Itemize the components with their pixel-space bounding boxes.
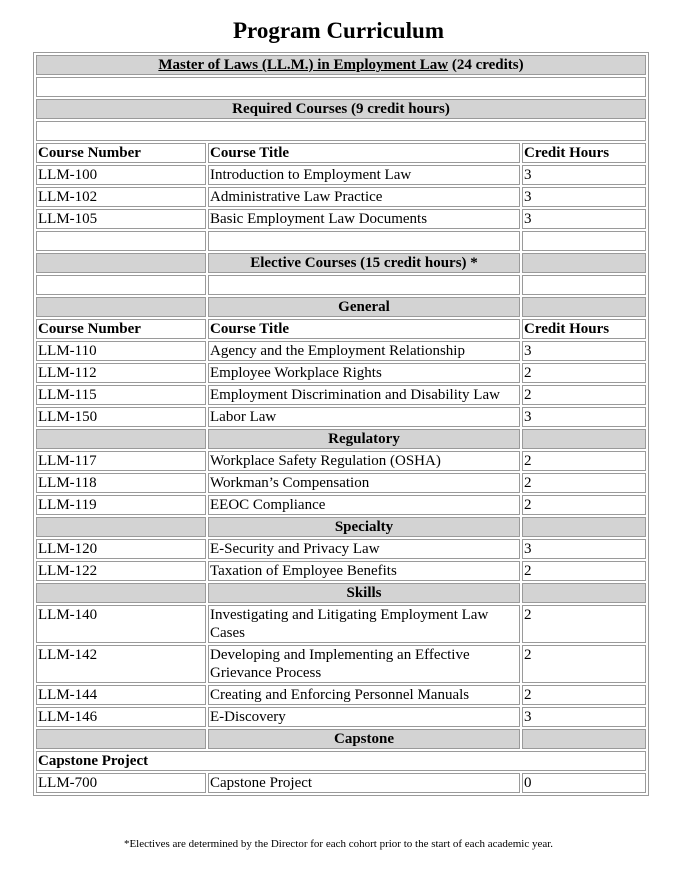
gray-cell — [522, 297, 646, 317]
gray-cell — [36, 729, 206, 749]
capstone-label-row — [36, 751, 646, 771]
course-title: Workplace Safety Regulation (OSHA) — [208, 451, 520, 471]
spacer-row — [36, 231, 646, 251]
skills-heading-row — [36, 583, 646, 603]
course-number: LLM-102 — [36, 187, 206, 207]
course-credits: 2 — [522, 385, 646, 405]
course-title: Creating and Enforcing Personnel Manuals — [208, 685, 520, 705]
regulatory-heading-row — [36, 429, 646, 449]
course-row — [36, 209, 646, 229]
elective-heading: Elective Courses (15 credit hours) * — [208, 253, 520, 273]
course-title: Investigating and Litigating Employment Law Cases — [208, 605, 520, 643]
gray-cell — [522, 583, 646, 603]
course-number: LLM-118 — [36, 473, 206, 493]
course-row — [36, 407, 646, 427]
course-row — [36, 645, 646, 683]
spacer-cell — [36, 77, 646, 97]
course-credits: 2 — [522, 685, 646, 705]
spacer-cell — [522, 275, 646, 295]
course-number: LLM-119 — [36, 495, 206, 515]
column-header-row — [36, 143, 646, 163]
course-row — [36, 539, 646, 559]
course-credits: 3 — [522, 209, 646, 229]
spacer-cell — [36, 121, 646, 141]
course-number: LLM-110 — [36, 341, 206, 361]
spacer-row — [36, 77, 646, 97]
specialty-heading-row — [36, 517, 646, 537]
required-courses — [36, 165, 646, 229]
course-title: Taxation of Employee Benefits — [208, 561, 520, 581]
gray-cell — [36, 583, 206, 603]
course-credits: 2 — [522, 363, 646, 383]
course-row — [36, 605, 646, 643]
spacer-cell — [522, 231, 646, 251]
spacer-row — [36, 275, 646, 295]
capstone-label: Capstone Project — [36, 751, 646, 771]
course-credits: 3 — [522, 707, 646, 727]
course-number: LLM-146 — [36, 707, 206, 727]
course-row — [36, 707, 646, 727]
course-title: Developing and Implementing an Effective Grievance Process — [208, 645, 520, 683]
column-header-credits: Credit Hours — [522, 319, 646, 339]
course-number: LLM-122 — [36, 561, 206, 581]
skills-heading: Skills — [208, 583, 520, 603]
required-heading: Required Courses (9 credit hours) — [36, 99, 646, 119]
gray-cell — [522, 253, 646, 273]
course-title: Labor Law — [208, 407, 520, 427]
spacer-cell — [36, 275, 206, 295]
course-row — [36, 451, 646, 471]
column-header-credits: Credit Hours — [522, 143, 646, 163]
course-number: LLM-140 — [36, 605, 206, 643]
course-credits: 2 — [522, 561, 646, 581]
course-title: Administrative Law Practice — [208, 187, 520, 207]
specialty-courses — [36, 539, 646, 581]
course-row — [36, 385, 646, 405]
column-header-row — [36, 319, 646, 339]
capstone-heading: Capstone — [208, 729, 520, 749]
course-title: Employee Workplace Rights — [208, 363, 520, 383]
general-heading: General — [208, 297, 520, 317]
course-row — [36, 495, 646, 515]
course-title: Basic Employment Law Documents — [208, 209, 520, 229]
course-number: LLM-105 — [36, 209, 206, 229]
elective-heading-row — [36, 253, 646, 273]
column-header-title: Course Title — [208, 143, 520, 163]
spacer-cell — [208, 231, 520, 251]
gray-cell — [36, 297, 206, 317]
course-number: LLM-144 — [36, 685, 206, 705]
course-title: Introduction to Employment Law — [208, 165, 520, 185]
gray-cell — [36, 429, 206, 449]
course-credits: 2 — [522, 605, 646, 643]
course-title: EEOC Compliance — [208, 495, 520, 515]
course-credits: 3 — [522, 187, 646, 207]
course-title: Capstone Project — [208, 773, 520, 793]
spacer-cell — [36, 231, 206, 251]
gray-cell — [522, 517, 646, 537]
course-row — [36, 363, 646, 383]
course-number: LLM-100 — [36, 165, 206, 185]
course-number: LLM-700 — [36, 773, 206, 793]
course-title: E-Security and Privacy Law — [208, 539, 520, 559]
course-title: Employment Discrimination and Disability Law — [208, 385, 520, 405]
course-credits: 3 — [522, 165, 646, 185]
course-number: LLM-150 — [36, 407, 206, 427]
course-row — [36, 473, 646, 493]
spacer-row — [36, 121, 646, 141]
course-credits: 3 — [522, 407, 646, 427]
course-credits: 2 — [522, 473, 646, 493]
course-number: LLM-115 — [36, 385, 206, 405]
program-name: Master of Laws (LL.M.) in Employment Law — [158, 57, 449, 73]
course-number: LLM-117 — [36, 451, 206, 471]
course-row — [36, 561, 646, 581]
spacer-cell — [208, 275, 520, 295]
regulatory-courses — [36, 451, 646, 515]
course-credits: 3 — [522, 341, 646, 361]
regulatory-heading: Regulatory — [208, 429, 520, 449]
course-credits: 3 — [522, 539, 646, 559]
program-credits: (24 credits) — [451, 57, 524, 73]
course-number: LLM-112 — [36, 363, 206, 383]
course-title: Workman’s Compensation — [208, 473, 520, 493]
course-row — [36, 187, 646, 207]
column-header-number: Course Number — [36, 143, 206, 163]
program-header-row — [36, 55, 646, 75]
footnote: *Electives are determined by the Director for each cohort prior to the start of each academic year. — [123, 838, 554, 850]
capstone-courses — [36, 773, 646, 793]
course-row — [36, 685, 646, 705]
course-credits: 2 — [522, 645, 646, 683]
gray-cell — [36, 517, 206, 537]
course-row — [36, 341, 646, 361]
program-header — [36, 55, 646, 75]
course-credits: 0 — [522, 773, 646, 793]
course-credits: 2 — [522, 495, 646, 515]
skills-courses — [36, 605, 646, 727]
specialty-heading: Specialty — [208, 517, 520, 537]
general-heading-row — [36, 297, 646, 317]
capstone-heading-row — [36, 729, 646, 749]
gray-cell — [36, 253, 206, 273]
course-title: Agency and the Employment Relationship — [208, 341, 520, 361]
column-header-title: Course Title — [208, 319, 520, 339]
page-title: Program Curriculum — [232, 18, 444, 43]
gray-cell — [522, 729, 646, 749]
course-row — [36, 773, 646, 793]
course-title: E-Discovery — [208, 707, 520, 727]
course-row — [36, 165, 646, 185]
gray-cell — [522, 429, 646, 449]
required-heading-row — [36, 99, 646, 119]
course-number: LLM-142 — [36, 645, 206, 683]
course-credits: 2 — [522, 451, 646, 471]
curriculum-table — [33, 52, 649, 796]
general-courses — [36, 341, 646, 427]
column-header-number: Course Number — [36, 319, 206, 339]
course-number: LLM-120 — [36, 539, 206, 559]
